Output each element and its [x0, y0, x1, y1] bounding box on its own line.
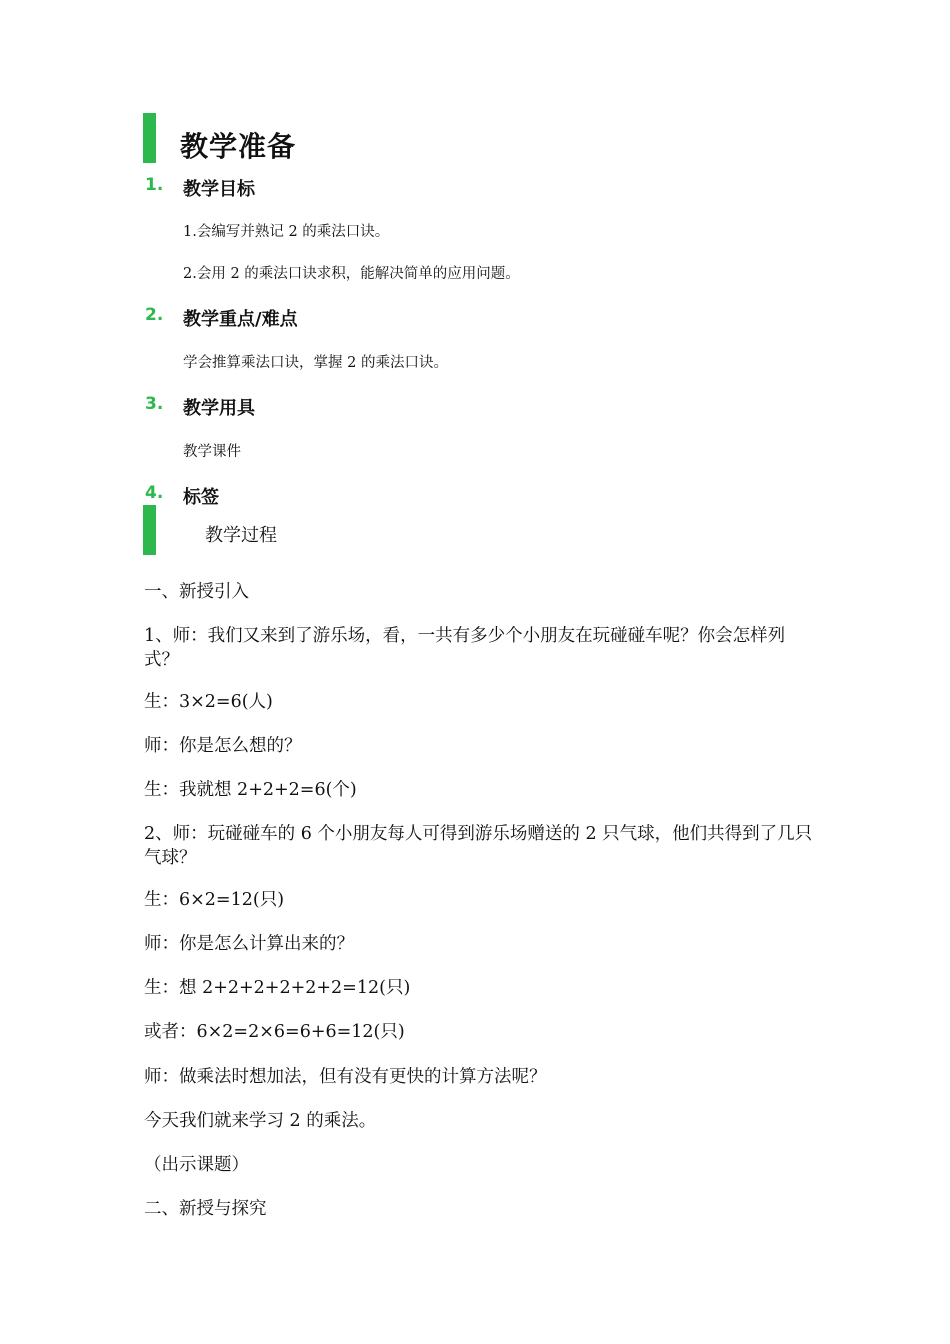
process-title: 教学过程 [205, 525, 277, 546]
section-number: 2. [145, 305, 164, 325]
paragraph: 二、新授与探究 [144, 1199, 267, 1219]
section-number: 3. [145, 394, 164, 414]
title-accent-bar [143, 113, 156, 163]
section-title: 标签 [183, 487, 219, 508]
paragraph: 师：你是怎么想的？ [144, 736, 302, 756]
paragraph: 生：3×2=6(人) [144, 692, 273, 712]
paragraph: 今天我们就来学习 2 的乘法。 [144, 1111, 377, 1131]
section-text: 学会推算乘法口诀，掌握 2 的乘法口诀。 [183, 355, 448, 371]
paragraph: 生：我就想 2+2+2=6(个) [144, 780, 357, 800]
section-number: 1. [145, 175, 164, 195]
section-number: 4. [145, 483, 164, 503]
paragraph: 一、新授引入 [144, 582, 249, 602]
section-text: 1.会编写并熟记 2 的乘法口诀。 [183, 224, 390, 240]
section-text: 2.会用 2 的乘法口诀求积，能解决简单的应用问题。 [183, 266, 520, 282]
section-title: 教学重点/难点 [183, 309, 298, 330]
paragraph: 或者：6×2=2×6=6+6=12(只) [144, 1022, 405, 1042]
paragraph: 1、师：我们又来到了游乐场，看，一共有多少个小朋友在玩碰碰车呢？你会怎样列式？ [144, 626, 786, 670]
page-title: 教学准备 [180, 130, 297, 163]
paragraph: 生：想 2+2+2+2+2+2=12(只) [144, 978, 411, 998]
paragraph: （出示课题） [144, 1155, 249, 1175]
section-text: 教学课件 [183, 444, 241, 460]
section-title: 教学目标 [183, 179, 255, 200]
process-accent-bar [143, 505, 156, 555]
paragraph: 师：做乘法时想加法，但有没有更快的计算方法呢？ [144, 1067, 547, 1087]
paragraph: 师：你是怎么计算出来的？ [144, 934, 354, 954]
paragraph: 2、师：玩碰碰车的 6 个小朋友每人可得到游乐场赠送的 2 只气球，他们共得到了几只气球？ [144, 824, 813, 868]
section-title: 教学用具 [183, 398, 255, 419]
paragraph: 生：6×2=12(只) [144, 890, 285, 910]
